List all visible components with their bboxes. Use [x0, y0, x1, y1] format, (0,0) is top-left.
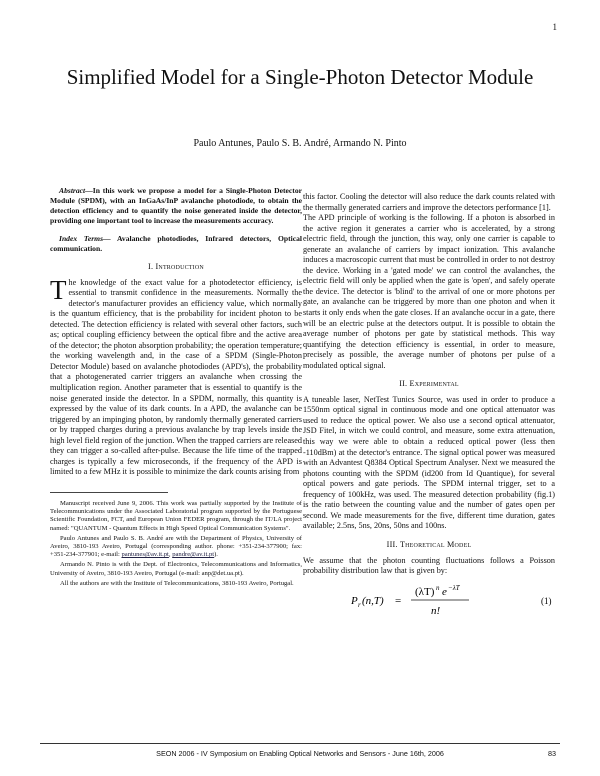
index-terms-label: Index Terms	[59, 234, 104, 243]
eq-numerator: (λT)	[415, 585, 435, 598]
footnote-divider	[50, 492, 168, 493]
footnote-institute: All the authors are with the Institute of Telecommunications, 3810-193 Aveiro, Portugal.	[60, 579, 294, 587]
index-terms-text: — Avalanche photodiodes, Infrared detectors, Optical communication.	[50, 234, 302, 253]
footer-rule	[40, 743, 560, 744]
eq-denominator: n!	[431, 604, 441, 617]
introduction-text: he knowledge of the exact value for a photodetector efficiency, is essential to transmit confidence in the measurements. Normally the detector's manufacturer provides an efficiency value, which normally is the quantum efficiency, that is the probability for incident photon to be detected. The detection efficiency is related with several other factors, such as; optical coupling efficiency between the optical fibre and the active area of the detector; the photon absorption probability; the operation temperature; the working wavelength and, in the case of a SPDM (Single-Photon Detector Module) based on avalanche photodiodes (APD's), the probability that a photogenerated carrier triggers an avalanche when crossing the multiplication region. Another parameter that is essential to quantify is the noise generated inside the detector. In a SPDM, normally, this quantity is expressed by the value of its dark counts. In a APD, the avalanche can be triggered by an impinging photon, by randomly thermally generated carriers or by trapped charges during a previous avalanche by trap levels inside the high level field region of the junction. When the trapped carriers are released they can trigger a so-called after-pulse. Because the life time of the trapped charges is typically a few microseconds, if the frequency of the APD is limited to a few MHz it is possible to minimize the dark counts arising from	[50, 277, 302, 477]
eq-lhs-p: P	[351, 594, 358, 607]
paragraph-apd-principle: The APD principle of working is the following. If a photon is absorbed in the active region it generates a carrier who is accelerated, by a strong electric field, through the junction, this way, only one carrier is capable to generate an avalanche of carriers by impact ionization. This avalanche induces a macroscopic current that must be controlled in order to not destroy the device. Working in a 'gated mode' we can control the avalanches, the electric field will only be applied when the gate is 'open', and safely operate the device. The detector is 'blind' to the arrival of one or more photons per gate, an avalanche can be triggered by more than one photon and when it starts it only ends when the gate closes. If an avalanche occur in a gate, there will be an electric pulse at the detectors output. It is possible to obtain the average number of photons per gate by statistical methods. This way quantifying the detection efficiency is essential, in order to measure, precisely as possible, the average number of photons per pulse of a modulated optical signal.	[303, 213, 555, 370]
footer-page-number: 83	[548, 749, 556, 758]
section-number: I.	[148, 262, 154, 271]
equation-svg	[303, 581, 555, 621]
abstract-label: Abstract	[59, 186, 86, 195]
paper-title: Simplified Model for a Single-Photon Detector Module	[66, 65, 534, 89]
drop-cap: T	[50, 274, 67, 305]
section-heading-introduction	[50, 262, 302, 273]
footnote-close: ).	[214, 551, 218, 559]
equation-1	[303, 581, 555, 621]
paragraph-cooling: this factor. Cooling the detector will also reduce the dark counts related with the thermally generated carriers and improve the detectors performance [1].	[303, 192, 555, 212]
section-number: II.	[399, 379, 408, 389]
footnote-manuscript: Manuscript received June 9, 2006. This work was partially supported by the Institute of Telecommunications under the Associated Laboratorial program supported by the Portuguese Scientific Foundation, FCT, and European Union FEDER program, through the IT/LA project named: "QUANTUM - Quantum Effects in High Speed Optical Communication Systems".	[50, 499, 302, 532]
introduction-paragraph	[50, 274, 302, 478]
section-number: III.	[386, 539, 398, 549]
footnote-text: Paulo Antunes and Paulo S. B. André are with the Department of Physics, University of Aveiro, 3810-193 Aveiro, Portugal (corresponding author. phone: +351-234-377900; fax: +351-234-377901; e-mail:	[50, 534, 302, 559]
author-list: Paulo Antunes, Paulo S. B. André, Armando N. Pinto	[193, 138, 407, 149]
eq-numerator-e: e	[442, 585, 447, 598]
abstract	[50, 186, 302, 226]
footnote-separator: ,	[168, 551, 173, 559]
left-column	[50, 186, 302, 590]
right-column	[303, 192, 555, 621]
paragraph-poisson: We assume that the photon counting fluctuations follows a Poisson probability distribution law that is given by:	[303, 555, 555, 576]
eq-numerator-sup-exp: −λT	[448, 583, 460, 592]
email-link-pantunes[interactable]: pantunes@av.it.pt	[121, 551, 169, 559]
abstract-text: —In this work we propose a model for a Single-Photon Detector Module (SPDM), with an InGaAs/InP avalanche photodiode, to obtain the detection efficiency and to quantify the noise generated inside the detector, providing one important tool to increase the measurements accuracy.	[50, 186, 302, 225]
section-title: Introduction	[155, 262, 204, 271]
section-heading-experimental	[303, 379, 555, 390]
index-terms	[50, 234, 302, 254]
page-number: 1	[552, 22, 557, 32]
section-heading-theoretical-model	[303, 540, 555, 551]
paragraph-experimental: A tuneable laser, NetTest Tunics Source, was used in order to produce a 1550nm optical signal in continuous mode and one optical attenuator was used to reduce the optical power. We also use a second optical attenuator, JSD Fitel, in witch we could control, and measure, some extra attenuation, this way we were able to obtain a reduced optical power (less then -110dBm) at the detector's entrance. The signal optical power was measured with an Advantest Q8384 Optical Spectrum Analyser. Next we measured the photons counting with the SPDM (id200 from Id Quantique), for several optical powers and gate periods. The SPDM internal trigger, set to a frequency of 100kHz, was used. The measured detection probability (fig.1) is the ratio between the counting value and the number of gates open per second. We made measurements for the five, different time duration, gates available; 2.5ns, 5ns, 20ns, 50ns and 100ns.	[303, 394, 555, 531]
section-title: Experimental	[409, 379, 459, 389]
footnote-author-pinto: Armando N. Pinto is with the Dept. of Electronics, Telecommunications and Informatics, University of Aveiro, 3810-193 Aveiro, Portugal (e-mail: anp@det.ua.pt).	[50, 561, 302, 577]
section-title: Theoretical Model	[399, 539, 472, 549]
eq-number: (1)	[541, 595, 552, 606]
footnote-authors-physics	[50, 535, 302, 560]
eq-equals: =	[395, 594, 402, 607]
email-link-pandre[interactable]: pandre@av.it.pt	[172, 551, 215, 559]
eq-numerator-sup-n: n	[436, 583, 440, 592]
footer-conference: SEON 2006 - IV Symposium on Enabling Optical Networks and Sensors - June 16th, 2006	[156, 749, 444, 758]
eq-lhs-args: (n,T)	[362, 594, 384, 607]
eq-lhs-sub: r	[358, 600, 361, 609]
